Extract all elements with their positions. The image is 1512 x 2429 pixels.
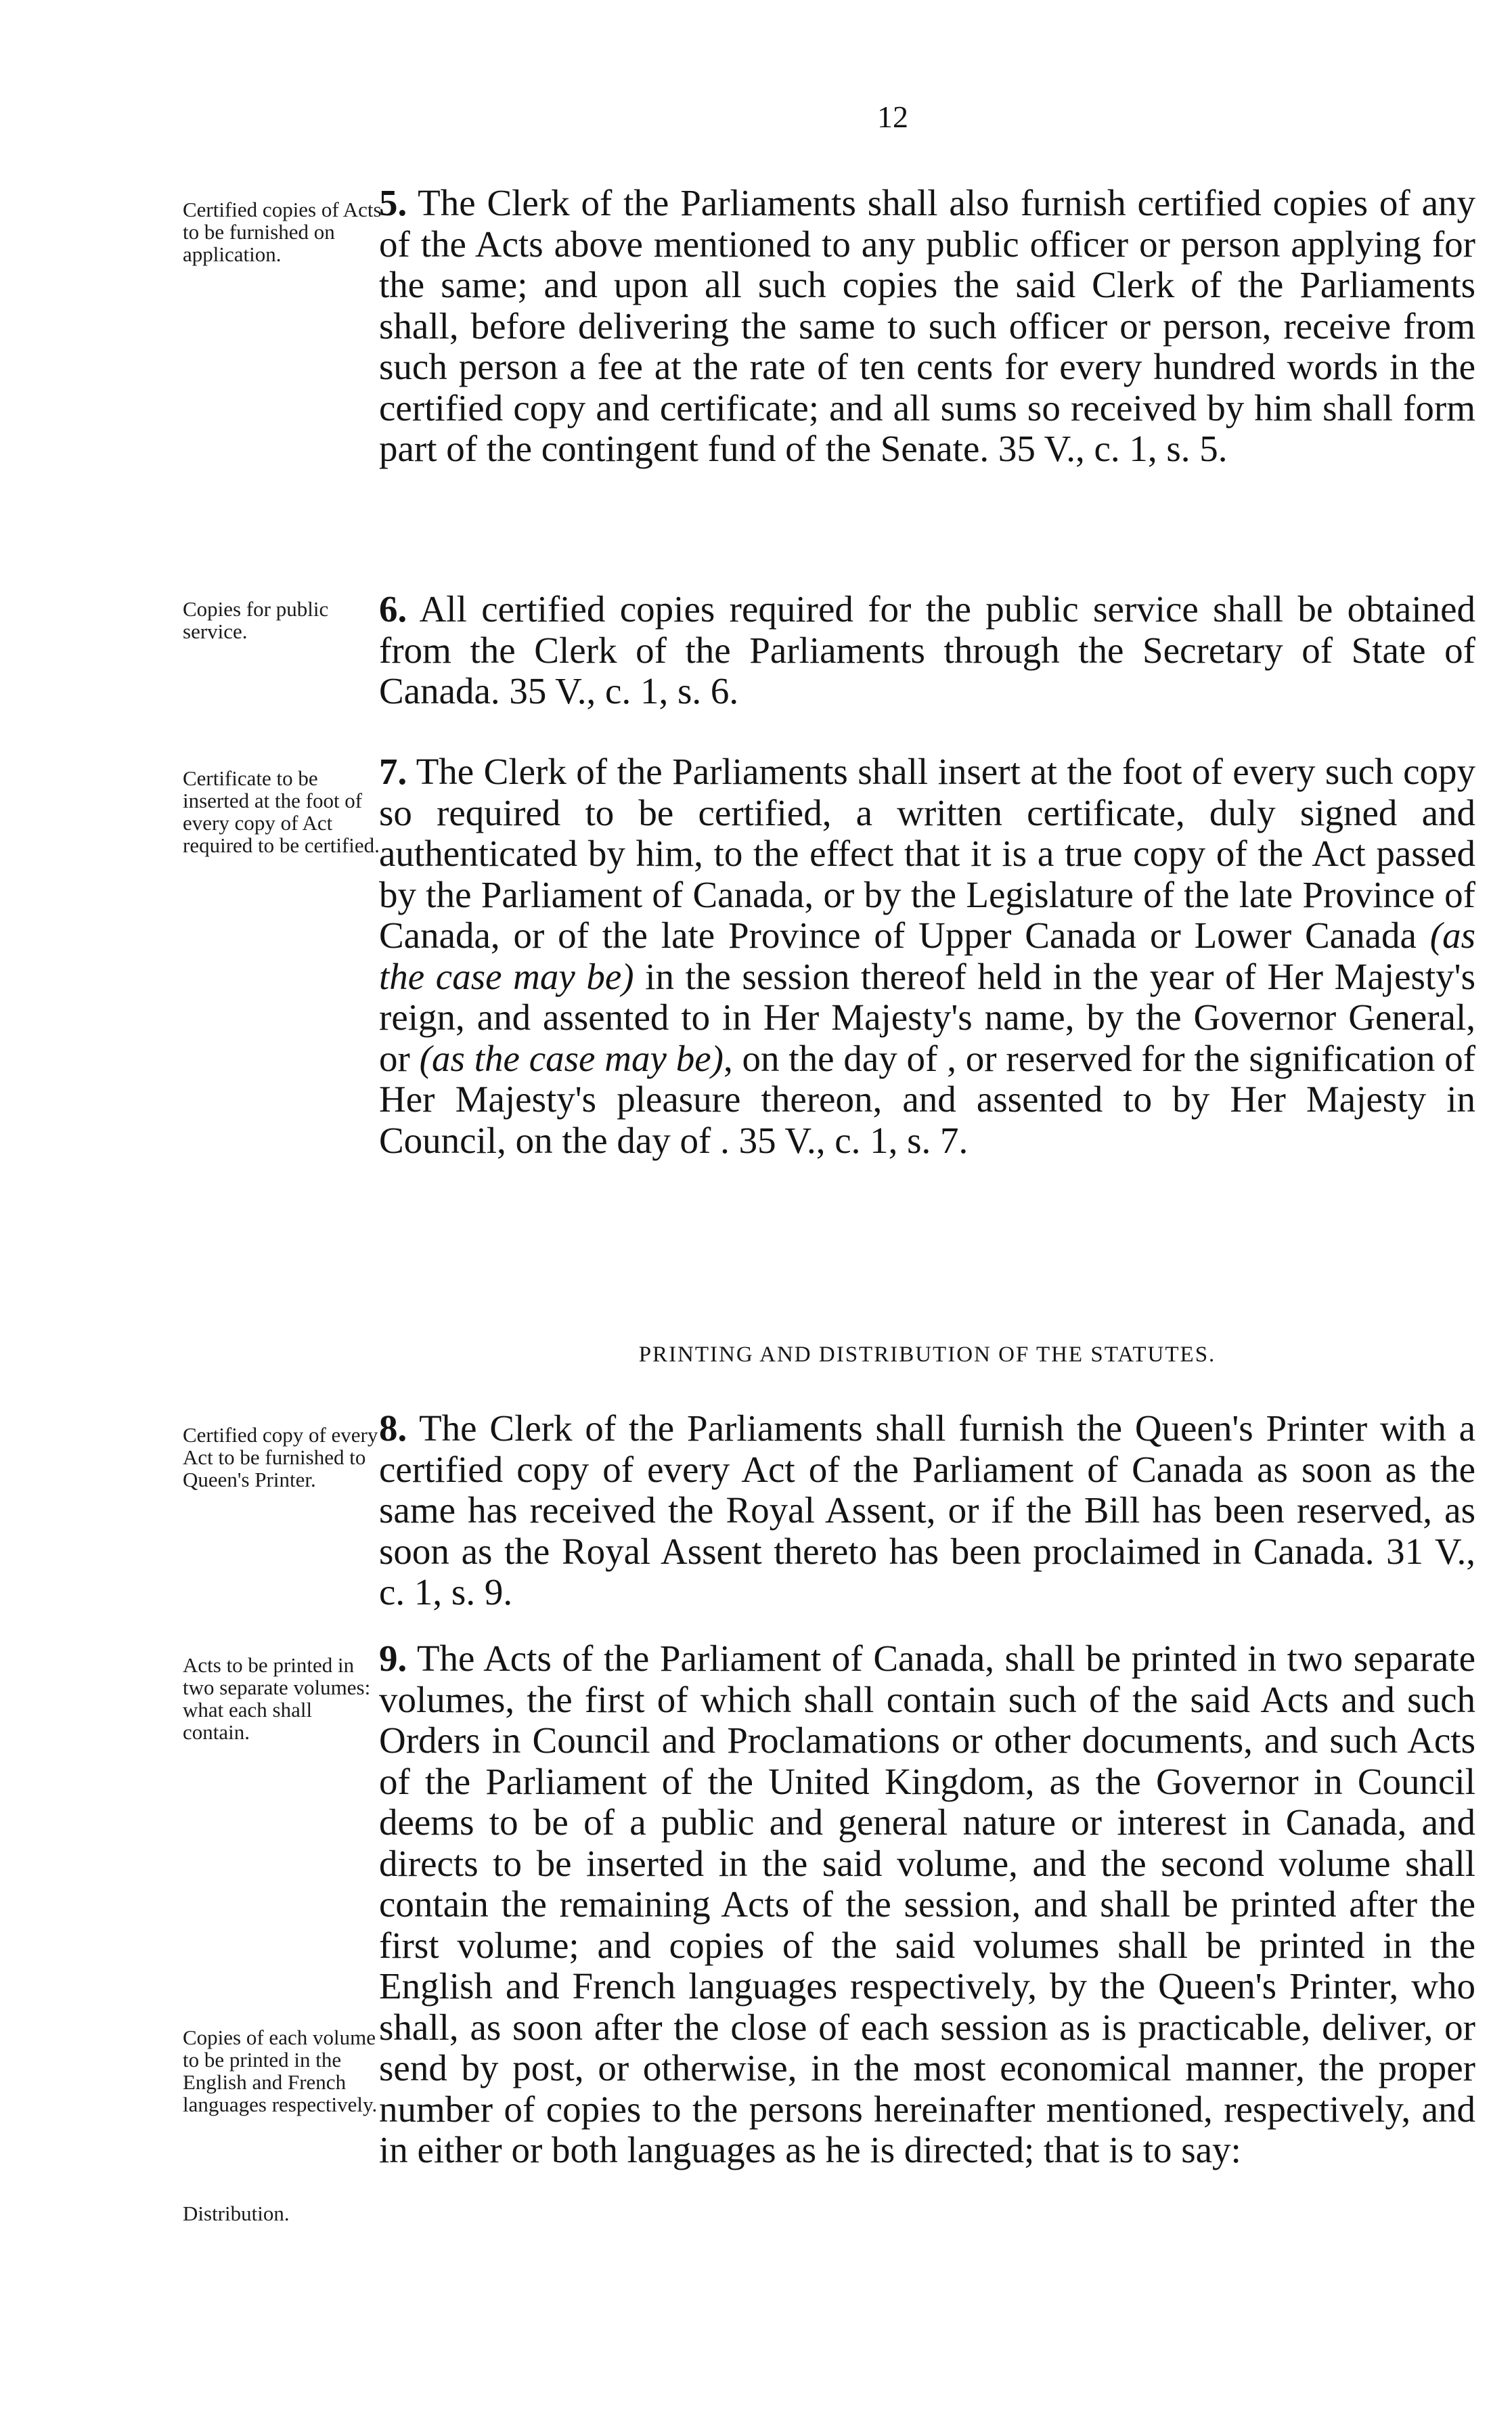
page-number: 12 <box>877 100 908 134</box>
section-text-italic: (as the case may be) <box>379 915 1476 997</box>
section-heading: PRINTING AND DISTRIBUTION OF THE STATUTES. <box>638 1342 1216 1367</box>
section-8 <box>379 1408 1475 1613</box>
margin-note-english-french: Copies of each volume to be printed in the English and French languages respectively. <box>183 2026 378 2116</box>
section-text: , on the day of , or reserved for the signification of Her Majesty's pleasure thereon, and assented to by Her Majesty in Council, on the day of . 35 V., c. 1, s. 7. <box>379 1037 1476 1161</box>
section-number: 8. <box>379 1407 407 1449</box>
section-text: The Clerk of the Parliaments shall also furnish certified copies of any of the Acts above mentioned to any public officer or person applying for the same; and upon all such copies the said Clerk of the Parliaments shall, before delivering the same to such officer or person, receive from such person a fee at the rate of ten cents for every hundred words in the certified copy and certificate; and all sums so received by him shall form part of the contingent fund of the Senate. 35 V., c. 1, s. 5. <box>379 182 1475 469</box>
margin-note-public-service: Copies for public service. <box>183 597 329 643</box>
section-6 <box>379 589 1475 712</box>
section-number: 6. <box>379 588 407 630</box>
section-text: The Clerk of the Parliaments shall insert at the foot of every such copy so required to be certified, a written certificate, duly signed and authenticated by him, to the effect that it is a true copy of the Act passed by the Parliament of Canada, or by the Legislature of the late Province of Canada, or of the late Province of Upper Canada or Lower Canada <box>379 751 1475 956</box>
margin-note-two-volumes: Acts to be printed in two separate volumes: what each shall contain. <box>183 1653 371 1744</box>
margin-note-certificate-foot: Certificate to be inserted at the foot of every copy of Act required to be certified. <box>183 766 380 857</box>
section-text: in the session thereof held in the year of Her Majesty's reign, and assented to in Her Majesty's name, by the Governor General, or <box>379 955 1475 1079</box>
section-5 <box>379 183 1475 470</box>
margin-note-queens-printer: Certified copy of every Act to be furnished to Queen's Printer. <box>183 1423 378 1491</box>
section-number: 5. <box>379 182 407 223</box>
section-number: 9. <box>379 1638 407 1679</box>
section-number: 7. <box>379 751 407 792</box>
section-text-italic: (as the case may be) <box>419 1037 724 1079</box>
section-7 <box>379 751 1475 1161</box>
section-text: The Acts of the Parliament of Canada, shall be printed in two separate volumes, the first of which shall contain such of the said Acts and such Orders in Council and Proclamations or other documents, and such Acts of the Parliament of the United Kingdom, as the Governor in Council deems to be of a public and general nature or interest in Canada, and directs to be inserted in the said volume, and the second volume shall contain the remaining Acts of the session, and shall be printed after the first volume; and copies of the said volumes shall be printed in the English and French languages respectively, by the Queen's Printer, who shall, as soon after the close of each session as is practicable, deliver, or send by post, or otherwise, in the most economical manner, the proper number of copies to the persons hereinafter mentioned, respectively, and in either or both languages as he is directed; that is to say: <box>379 1638 1475 2170</box>
section-text: All certified copies required for the public service shall be obtained from the Clerk of the Parliaments through the Secretary of State of Canada. 35 V., c. 1, s. 6. <box>379 588 1476 712</box>
section-text: The Clerk of the Parliaments shall furnish the Queen's Printer with a certified copy of every Act of the Parliament of Canada as soon as the same has received the Royal Assent, or if the Bill has been reserved, as soon as the Royal Assent thereto has been proclaimed in Canada. 31 V., c. 1, s. 9. <box>379 1407 1476 1613</box>
margin-note-certified-copies: Certified copies of Acts to be furnished on application. <box>183 198 382 266</box>
margin-note-distribution: Distribution. <box>183 2202 290 2225</box>
section-9 <box>379 1638 1475 2171</box>
